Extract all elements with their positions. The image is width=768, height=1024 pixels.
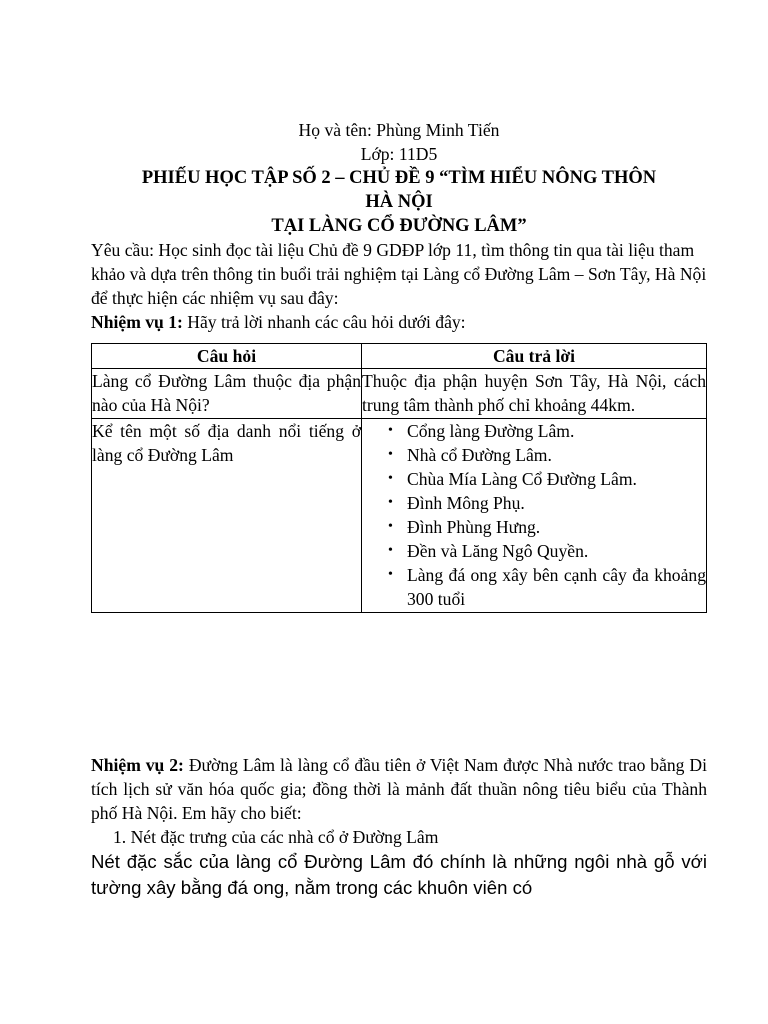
qa-table — [91, 343, 707, 613]
list-item: • Đền và Lăng Ngô Quyền. — [362, 539, 706, 563]
task2-subitems — [91, 825, 707, 849]
list-item: 1. Nét đặc trưng của các nhà cổ ở Đường Lâm — [113, 827, 439, 847]
answer-cell: Thuộc địa phận huyện Sơn Tây, Hà Nội, cách trung tâm thành phố chỉ khoảng 44km. — [362, 369, 707, 419]
header-question: Câu hỏi — [92, 344, 362, 369]
place-list — [362, 419, 706, 611]
list-item: • Đình Mông Phụ. — [362, 491, 706, 515]
table-row — [92, 369, 707, 419]
list-item: • Chùa Mía Làng Cổ Đường Lâm. — [362, 467, 706, 491]
task2-text: Đường Lâm là làng cổ đầu tiên ở Việt Nam được Nhà nước trao bằng Di tích lịch sử văn hóa quốc gia; đồng thời là mảnh đất thuần nông tiêu biểu của Thành phố Hà Nội. Em hãy cho biết: — [91, 755, 707, 823]
list-item: • Nhà cổ Đường Lâm. — [362, 443, 706, 467]
table-header-row — [92, 344, 707, 369]
worksheet-title-line2: HÀ NỘI — [365, 192, 433, 212]
document-content — [91, 118, 707, 901]
task1-text: Hãy trả lời nhanh các câu hỏi dưới đây: — [182, 312, 466, 332]
task1-label: Nhiệm vụ 1: — [91, 312, 183, 332]
question-cell: Kể tên một số địa danh nổi tiếng ở làng cổ Đường Lâm — [92, 419, 362, 613]
task2-answer-paragraph: Nét đặc sắc của làng cổ Đường Lâm đó chính là những ngôi nhà gỗ với tường xây bằng đá ong, nằm trong các khuôn viên có — [91, 851, 707, 898]
task2-paragraph — [91, 753, 707, 825]
student-name: Họ và tên: Phùng Minh Tiến — [298, 120, 500, 140]
table-row — [92, 419, 707, 613]
list-item: • Cổng làng Đường Lâm. — [362, 419, 706, 443]
task2-label: Nhiệm vụ 2: — [91, 755, 184, 775]
task1-paragraph — [91, 310, 707, 334]
question-cell: Làng cổ Đường Lâm thuộc địa phận nào của Hà Nội? — [92, 369, 362, 419]
list-item: • Đình Phùng Hưng. — [362, 515, 706, 539]
worksheet-title-line3: TẠI LÀNG CỔ ĐƯỜNG LÂM” — [271, 216, 527, 236]
answer-cell — [362, 419, 707, 613]
list-item: • Làng đá ong xây bên cạnh cây đa khoảng 300 tuổi — [362, 563, 706, 611]
student-class: Lớp: 11D5 — [360, 144, 438, 164]
requirement-paragraph: Yêu cầu: Học sinh đọc tài liệu Chủ đề 9 GDĐP lớp 11, tìm thông tin qua tài liệu tham khảo và dựa trên thông tin buổi trải nghiệm tại Làng cổ Đường Lâm – Sơn Tây, Hà Nội để thực hiện các nhiệm vụ sau đây: — [91, 240, 707, 308]
worksheet-title-line1: PHIẾU HỌC TẬP SỐ 2 – CHỦ ĐỀ 9 “TÌM HIỂU NÔNG THÔN — [141, 168, 657, 188]
header-answer: Câu trả lời — [362, 344, 707, 369]
